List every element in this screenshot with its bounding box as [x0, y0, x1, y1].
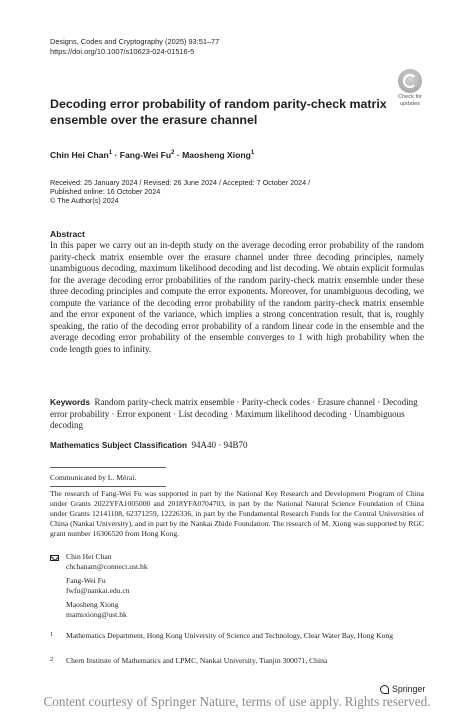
msc-label: Mathematics Subject Classification — [50, 441, 187, 450]
keywords-text: Random parity-check matrix ensemble · Parity-check codes · Erasure channel · Decoding error probability · Error exponent · List decoding · Maximum likelihood decoding · Unambiguous decoding — [50, 397, 418, 431]
badge-line2: updates — [400, 101, 420, 107]
history-published: Published online: 16 October 2024 — [50, 187, 161, 197]
author-name[interactable]: Chin Hei Chan — [50, 150, 109, 160]
envelope-icon — [50, 555, 59, 561]
author-separator: · — [112, 150, 120, 160]
article-history — [50, 178, 310, 206]
doi-link[interactable]: https://doi.org/10.1007/s10623-024-01516-5 — [50, 47, 195, 56]
abstract-heading: Abstract — [50, 229, 85, 239]
contact-entry — [66, 552, 148, 572]
funding-note: The research of Fang-Wei Fu was supported in part by the National Key Research and Development Program of China under Grants 2022YFA1005000 and 2018YFA0704703, in part by the National Natural Science Foundation of China under Grants 12141108, 62371259, 12226336, in part by the Fundamental Research Funds for the Central Universities of China (Nankai University), and in part by the Nankai Zhide Foundation. The research of M. Xiong was supported by RGC grant number 16306520 from Hong Kong. — [50, 489, 424, 539]
check-for-updates-icon — [398, 69, 422, 93]
contact-name: Chin Hei Chan — [66, 552, 112, 561]
author-affiliation-ref: 2 — [171, 150, 175, 157]
contact-email[interactable]: fwfu@nankai.edu.cn — [66, 586, 130, 595]
author-affiliation-ref: 1 — [108, 150, 113, 157]
msc-section — [50, 440, 247, 450]
contact-name: Fang-Wei Fu — [66, 576, 106, 585]
copyright: © The Author(s) 2024 — [50, 196, 119, 206]
footer-notice: Content courtesy of Springer Nature, terms of use apply. Rights reserved. — [43, 694, 431, 709]
affiliation-text: Chern Institute of Mathematics and LPMC, Nankai University, Tianjin 300071, China — [66, 656, 328, 665]
footnote-divider — [50, 467, 166, 468]
journal-citation: Designs, Codes and Cryptography (2025) 93:51–77 — [50, 37, 220, 46]
affiliation-number: 2 — [50, 656, 54, 663]
abstract-text: In this paper we carry out an in-depth study on the average decoding error probability of the random parity-check matrix ensemble over the erasure channel under three decoding principles, namely unambiguous decoding, maximum likelihood decoding and list decoding. We obtain explicit formulas for the average decoding error probabilities of the random parity-check matrix ensemble under these three decoding principles and compute the error exponents. Moreover, for unambiguous decoding, we compute the variance of the decoding error probability of the random parity-check matrix ensemble and the error exponent of the variance, which implies a strong concentration result, that is, roughly speaking, the ratio of the decoding error probability of a random linear code in the ensemble and the average decoding error probability of the ensemble converges to 1 with high probability when the code length goes to infinity. — [50, 240, 424, 354]
contact-email[interactable]: mamsxiong@ust.hk — [66, 610, 127, 619]
contact-entry — [66, 600, 127, 620]
affiliation-number: 1 — [50, 631, 54, 638]
author-separator: · — [174, 150, 183, 160]
author-name[interactable]: Fang-Wei Fu — [119, 150, 172, 160]
springer-horse-icon — [380, 685, 389, 694]
author-name[interactable]: Maosheng Xiong — [182, 150, 251, 160]
author-list — [50, 150, 254, 160]
history-dates: Received: 25 January 2024 / Revised: 26 June 2024 / Accepted: 7 October 2024 / — [50, 178, 311, 187]
badge-line1: Check for — [398, 94, 422, 100]
msc-codes: 94A40 · 94B70 — [191, 440, 248, 450]
publisher-name: Springer — [392, 684, 426, 694]
contact-name: Maosheng Xiong — [66, 600, 119, 609]
affiliation-text: Mathematics Department, Hong Kong University of Science and Technology, Clear Water Bay, Hong Kong — [66, 631, 393, 640]
paper-title: Decoding error probability of random parity-check matrix ensemble over the erasure channel — [50, 97, 387, 127]
keywords-section — [50, 397, 424, 432]
contact-email[interactable]: chchanam@connect.ust.hk — [66, 562, 148, 571]
footnote-divider — [50, 486, 166, 487]
communicated-by: Communicated by L. Mérai. — [50, 473, 137, 482]
publisher-logo — [380, 684, 425, 694]
check-for-updates-badge[interactable] — [395, 69, 425, 107]
contact-entry — [66, 576, 130, 596]
keywords-label: Keywords — [50, 397, 91, 407]
journal-header — [50, 37, 219, 57]
author-affiliation-ref: 1 — [250, 150, 255, 157]
